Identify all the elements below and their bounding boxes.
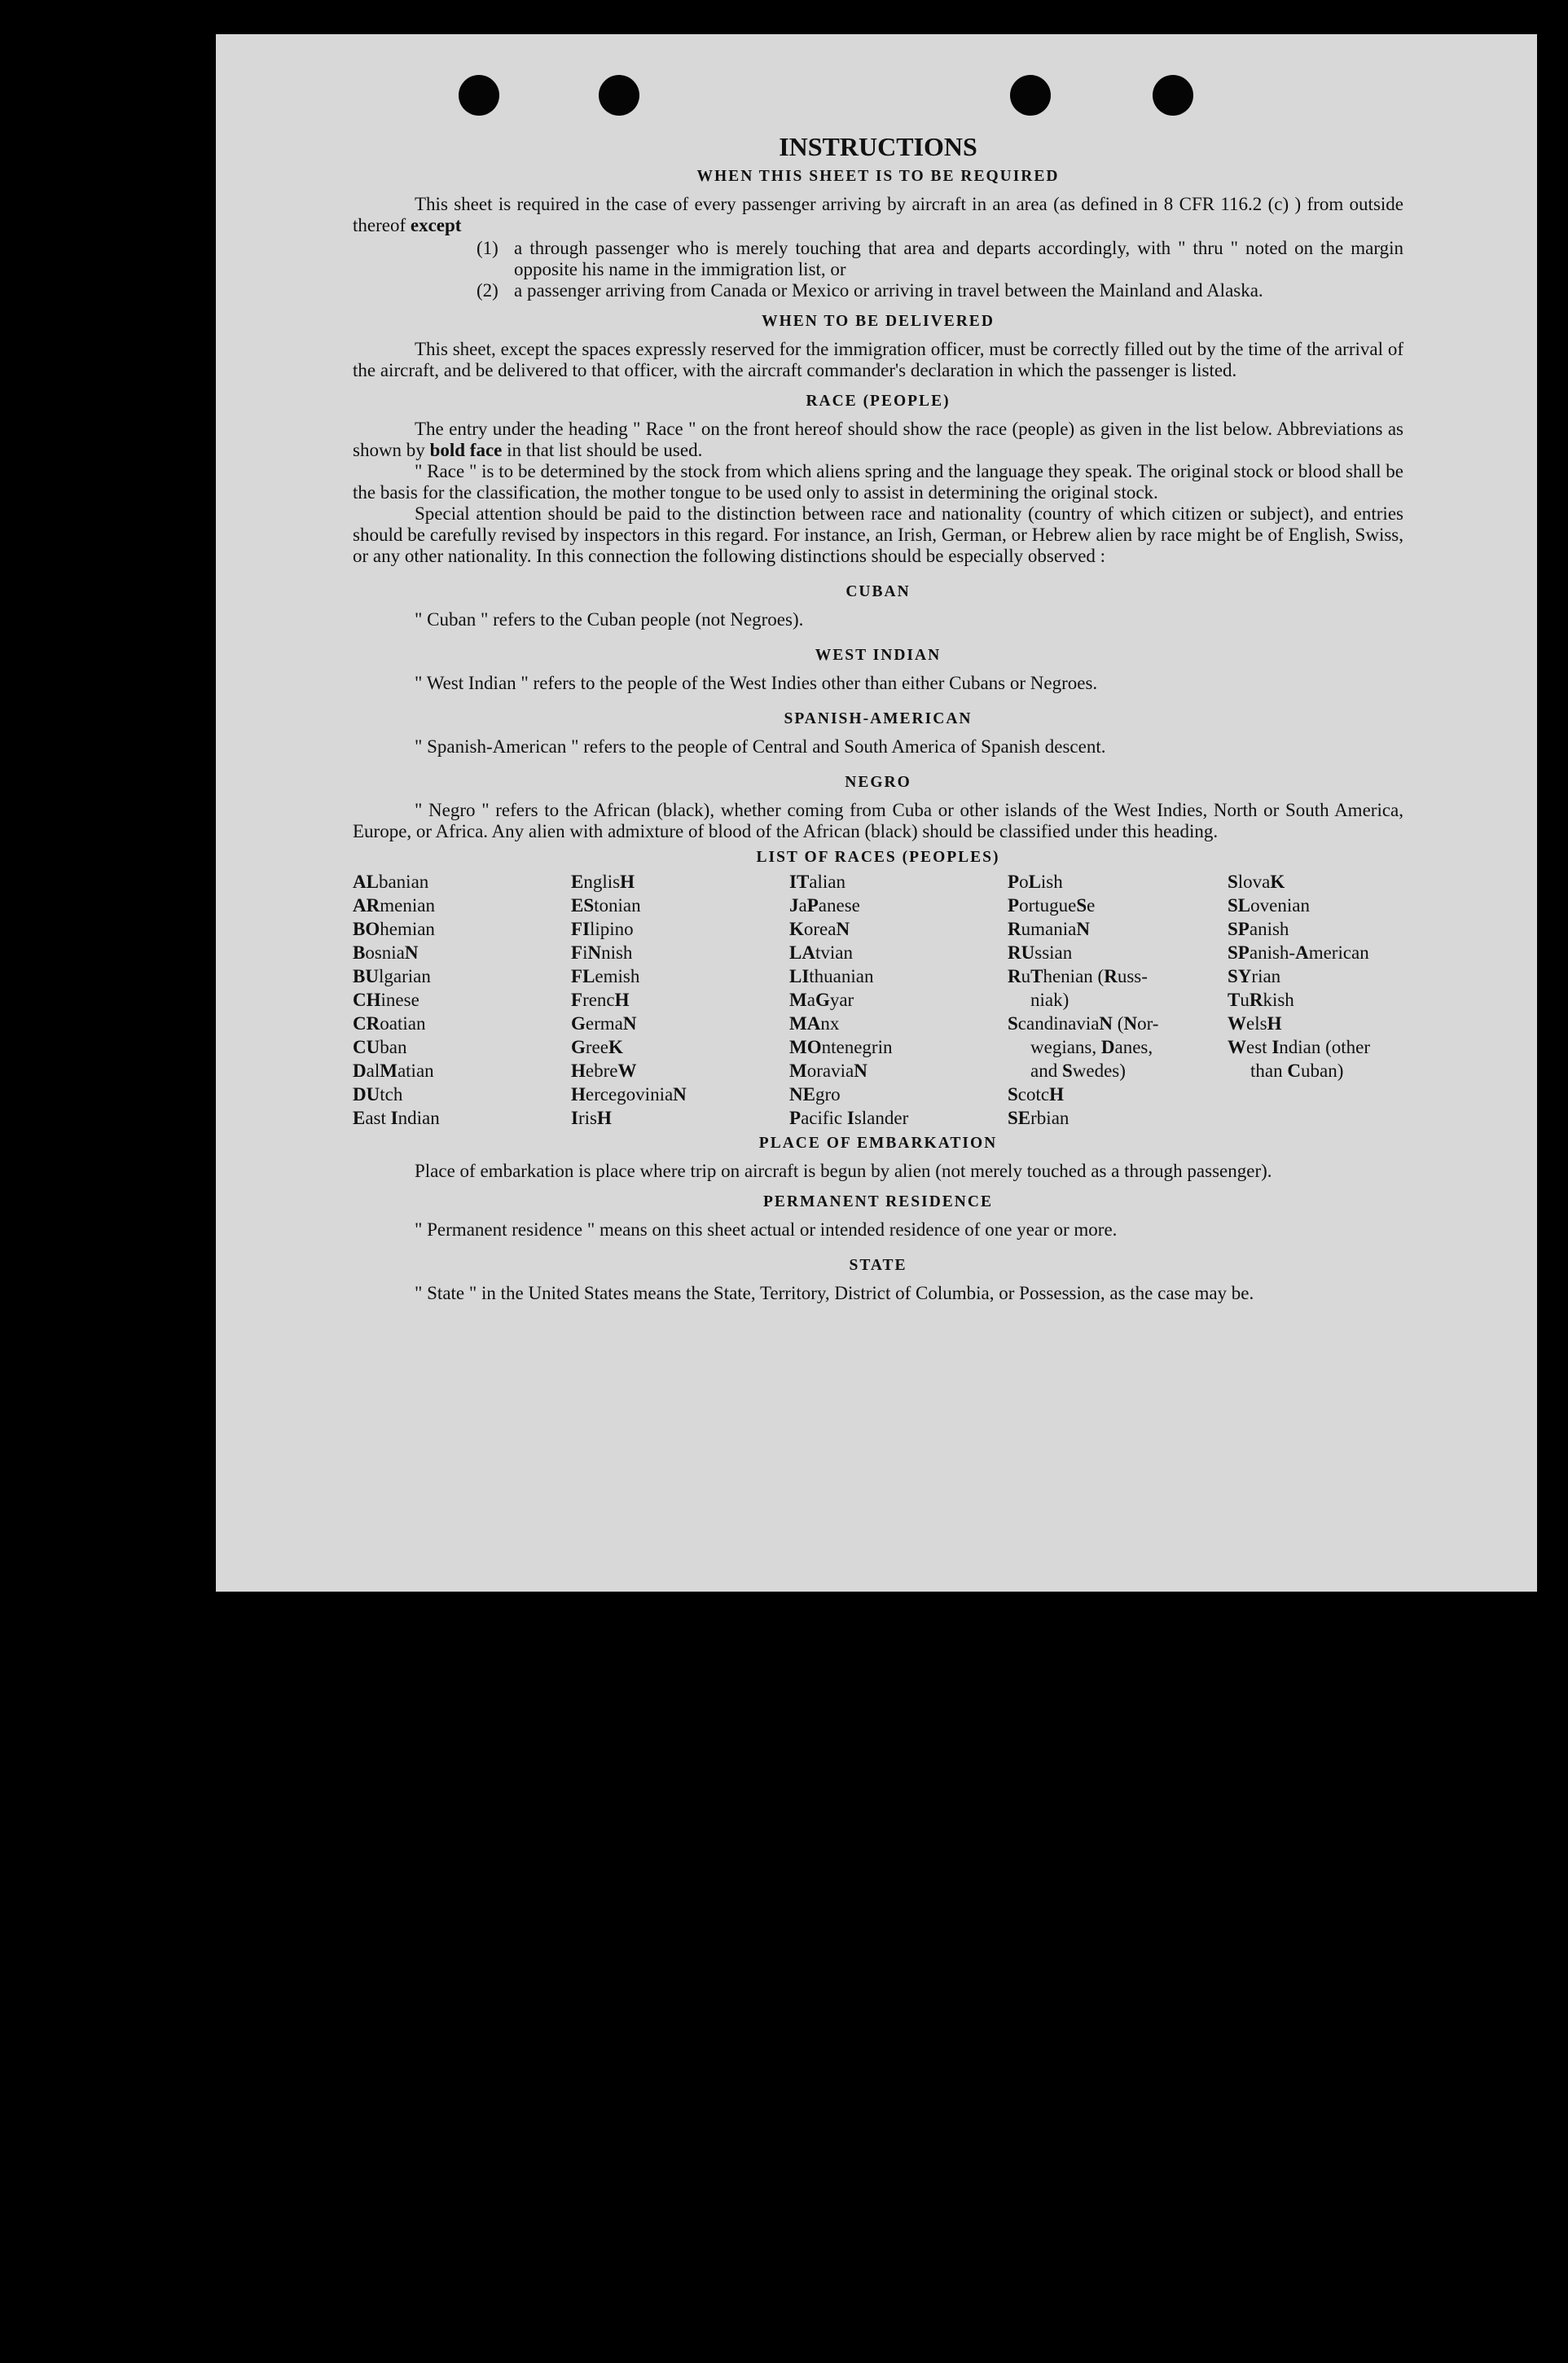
state-text: " State " in the United States means the State, Territory, District of Columbia, or Possession, as the case may be. bbox=[415, 1283, 1254, 1303]
punch-hole bbox=[599, 75, 639, 116]
race-item: ARmenian bbox=[353, 895, 435, 916]
race-item: MaGyar bbox=[789, 990, 854, 1010]
race-item: RUssian bbox=[1008, 942, 1073, 963]
race-item: ALbanian bbox=[353, 872, 429, 892]
race-item: TuRkish bbox=[1228, 990, 1294, 1010]
race-item: HebreW bbox=[571, 1061, 637, 1081]
race-item: SYrian bbox=[1228, 966, 1281, 986]
negro-text: " Negro " refers to the African (black), whether coming from Cuba or other islands of the West Indies, North or South America, Europe, or Africa. Any alien with admixture of blood of the African (black) should be classified under this heading. bbox=[353, 800, 1403, 841]
race-item: West Indian (other bbox=[1228, 1037, 1371, 1057]
race-item: ScandinaviaN (Nor- bbox=[1008, 1013, 1159, 1034]
race-item: FLemish bbox=[571, 966, 640, 986]
races-column bbox=[353, 870, 571, 1130]
race-item: wegians, Danes, bbox=[1030, 1037, 1153, 1057]
race-item: EnglisH bbox=[571, 872, 635, 892]
race-item: MoraviaN bbox=[789, 1061, 867, 1081]
instructions-content bbox=[353, 132, 1403, 1304]
race-item: KoreaN bbox=[789, 919, 850, 939]
race-item: HercegoviniaN bbox=[571, 1084, 687, 1105]
race-item: BOhemian bbox=[353, 919, 435, 939]
races-column bbox=[571, 870, 789, 1130]
race-item: RuThenian (Russ- bbox=[1008, 966, 1148, 986]
race-item: LIthuanian bbox=[789, 966, 874, 986]
race-item: SlovaK bbox=[1228, 872, 1285, 892]
section-heading-state: STATE bbox=[849, 1257, 907, 1274]
spanish-american-text: " Spanish-American " refers to the people of Central and South America of Spanish descent. bbox=[415, 736, 1106, 757]
race-item: ITalian bbox=[789, 872, 845, 892]
race-item: SLovenian bbox=[1228, 895, 1310, 916]
race-item: Pacific Islander bbox=[789, 1108, 909, 1128]
races-column bbox=[789, 870, 1008, 1130]
document-sheet bbox=[216, 34, 1537, 1592]
section-heading-spanish-american: SPANISH-AMERICAN bbox=[784, 710, 973, 727]
race-item: PoLish bbox=[1008, 872, 1063, 892]
section-heading-races-list: LIST OF RACES (PEOPLES) bbox=[756, 849, 1000, 866]
race-item: WelsH bbox=[1228, 1013, 1282, 1034]
race-item: CHinese bbox=[353, 990, 419, 1010]
section-heading-residence: PERMANENT RESIDENCE bbox=[763, 1193, 993, 1210]
race-item: DalMatian bbox=[353, 1061, 434, 1081]
race-item: SPanish bbox=[1228, 919, 1289, 939]
race-item: ScotcH bbox=[1008, 1084, 1064, 1105]
race-item: East Indian bbox=[353, 1108, 440, 1128]
race-item: PortugueSe bbox=[1008, 895, 1096, 916]
section-heading-cuban: CUBAN bbox=[845, 583, 911, 600]
race-item: EStonian bbox=[571, 895, 641, 916]
race-item: LAtvian bbox=[789, 942, 853, 963]
residence-text: " Permanent residence " means on this sheet actual or intended residence of one year or more. bbox=[415, 1219, 1118, 1240]
page-title: INSTRUCTIONS bbox=[779, 132, 977, 161]
race-item: IrisH bbox=[571, 1108, 612, 1128]
race-paragraph: " Race " is to be determined by the stock from which aliens spring and the language they speak. The original stock or blood shall be the basis for the classification, the mother tongue to be used only to assist in determining the original stock. bbox=[353, 461, 1403, 503]
section-heading-race: RACE (PEOPLE) bbox=[806, 393, 951, 410]
section-heading-west-indian: WEST INDIAN bbox=[815, 647, 942, 664]
race-item: BUlgarian bbox=[353, 966, 431, 986]
race-item: niak) bbox=[1030, 990, 1069, 1010]
section-heading-required: WHEN THIS SHEET IS TO BE REQUIRED bbox=[696, 168, 1060, 185]
race-item: FrencH bbox=[571, 990, 630, 1010]
race-item: CRoatian bbox=[353, 1013, 426, 1034]
race-item: SPanish-American bbox=[1228, 942, 1369, 963]
race-item: MOntenegrin bbox=[789, 1037, 893, 1057]
race-paragraph: Special attention should be paid to the distinction between race and nationality (country of which citizen or subject), and entries should be carefully revised by inspectors in this regard. For instance, an Irish, German, or Hebrew alien by race might be of English, Swiss, or any other nationality. In this connection the following distinctions should be especially observed : bbox=[353, 503, 1403, 566]
section-heading-negro: NEGRO bbox=[845, 774, 911, 791]
section-heading-embarkation: PLACE OF EMBARKATION bbox=[758, 1135, 998, 1152]
west-indian-text: " West Indian " refers to the people of the West Indies other than either Cubans or Negroes. bbox=[415, 673, 1098, 693]
punch-hole bbox=[1010, 75, 1051, 116]
race-item: FIlipino bbox=[571, 919, 634, 939]
list-item: (1) a through passenger who is merely touching that area and departs accordingly, with " thru " noted on the margin opposite his name in the immigration list, or bbox=[477, 238, 1403, 279]
race-item: CUban bbox=[353, 1037, 407, 1057]
races-list bbox=[353, 870, 1403, 1130]
punch-hole bbox=[459, 75, 499, 116]
race-item: SErbian bbox=[1008, 1108, 1069, 1128]
race-item: JaPanese bbox=[789, 895, 860, 916]
race-item: BosniaN bbox=[353, 942, 419, 963]
races-column bbox=[1228, 870, 1403, 1130]
delivered-text: This sheet, except the spaces expressly reserved for the immigration officer, must be correctly filled out by the time of the arrival of the aircraft, and be delivered to that officer, with the aircraft commander's declaration in which the passenger is listed. bbox=[353, 339, 1403, 380]
race-item: MAnx bbox=[789, 1013, 840, 1034]
race-item: NEgro bbox=[789, 1084, 841, 1105]
race-item: FiNnish bbox=[571, 942, 633, 963]
race-item: RumaniaN bbox=[1008, 919, 1090, 939]
required-intro: This sheet is required in the case of every passenger arriving by aircraft in an area (as defined in 8 CFR 116.2 (c) ) from outside thereof except bbox=[353, 194, 1403, 235]
races-column bbox=[1008, 870, 1228, 1130]
embarkation-text: Place of embarkation is place where trip on aircraft is begun by alien (not merely touched as a through passenger). bbox=[415, 1161, 1272, 1181]
race-item: and Swedes) bbox=[1030, 1061, 1126, 1081]
section-heading-delivered: WHEN TO BE DELIVERED bbox=[762, 313, 995, 330]
list-item: (2) a passenger arriving from Canada or Mexico or arriving in travel between the Mainland and Alaska. bbox=[477, 280, 1263, 301]
punch-hole bbox=[1153, 75, 1193, 116]
race-item: DUtch bbox=[353, 1084, 403, 1105]
race-item: GermaN bbox=[571, 1013, 637, 1034]
race-paragraph: The entry under the heading " Race " on the front hereof should show the race (people) as given in the list below. Abbreviations as shown by bold face in that list should be used. bbox=[353, 419, 1403, 460]
race-item: GreeK bbox=[571, 1037, 623, 1057]
cuban-text: " Cuban " refers to the Cuban people (not Negroes). bbox=[415, 609, 804, 630]
race-item: than Cuban) bbox=[1250, 1061, 1344, 1081]
